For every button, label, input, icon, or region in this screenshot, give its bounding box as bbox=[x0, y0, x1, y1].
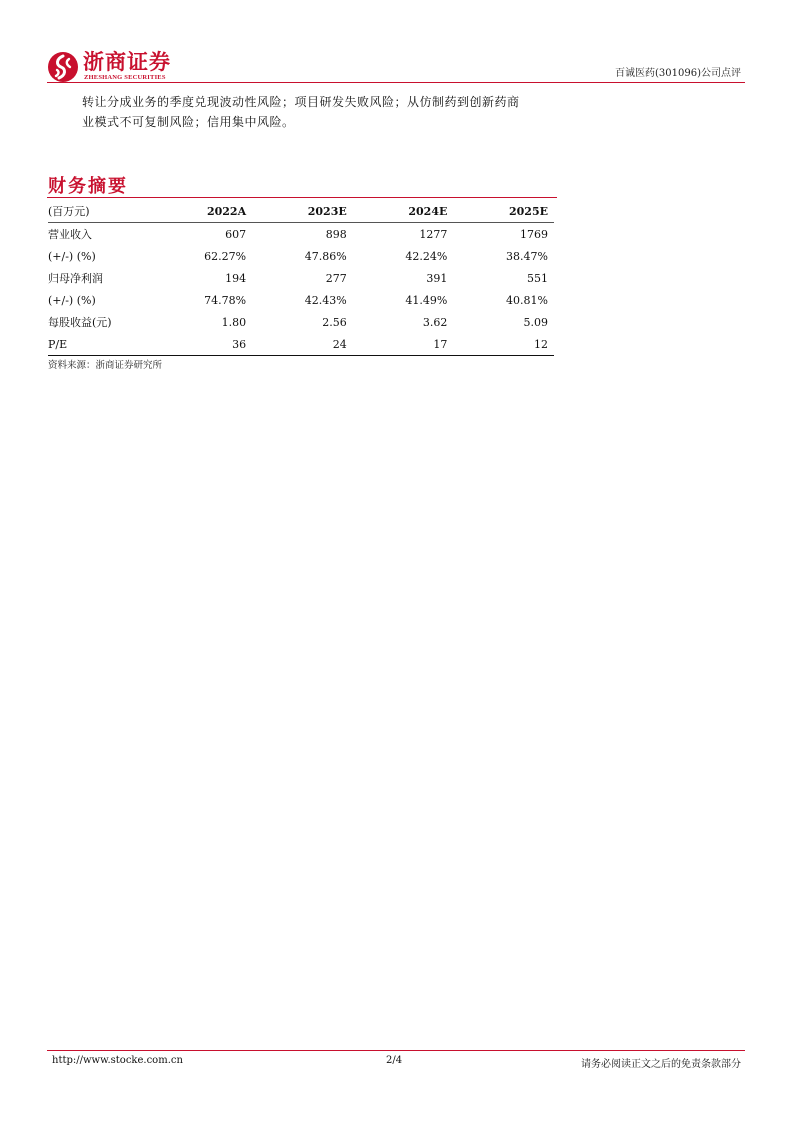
table-cell: 898 bbox=[325, 227, 347, 241]
table-cell: 5.09 bbox=[523, 315, 548, 329]
table-cell: 1769 bbox=[520, 227, 548, 241]
logo-name: 浙商证券 bbox=[83, 50, 171, 74]
risk-paragraph bbox=[82, 92, 562, 132]
table-row bbox=[48, 223, 554, 246]
section-title: 财务摘要 bbox=[48, 176, 128, 197]
table-cell: 47.86% bbox=[304, 249, 347, 263]
row-label: 每股收益(元) bbox=[48, 316, 112, 329]
footer-disclaimer: 请务必阅读正文之后的免责条款部分 bbox=[581, 1059, 741, 1070]
table-row bbox=[48, 267, 554, 289]
source-note: 资料来源：浙商证券研究所 bbox=[48, 360, 163, 371]
table-cell: 24 bbox=[252, 333, 353, 356]
section-divider bbox=[47, 197, 557, 198]
row-label: 营业收入 bbox=[48, 228, 92, 241]
risk-line: 业模式不可复制风险；信用集中风险。 bbox=[82, 115, 295, 129]
table-cell: 42.24% bbox=[405, 249, 448, 263]
header-divider bbox=[47, 82, 745, 83]
table-row bbox=[48, 245, 554, 267]
table-cell: 38.47% bbox=[506, 249, 548, 263]
table-cell: 74.78% bbox=[204, 293, 247, 307]
table-cell: 42.43% bbox=[304, 293, 347, 307]
table-cell: 391 bbox=[426, 271, 448, 285]
column-header: 2024E bbox=[353, 200, 454, 223]
column-header: 2023E bbox=[252, 200, 353, 223]
table-cell: 3.62 bbox=[422, 315, 448, 329]
table-cell: 607 bbox=[225, 227, 247, 241]
column-header: 2025E bbox=[453, 200, 554, 223]
table-cell: 40.81% bbox=[506, 293, 548, 307]
footer-divider bbox=[47, 1050, 745, 1051]
table-cell: 194 bbox=[225, 271, 247, 285]
row-label: (+/-) (%) bbox=[48, 249, 96, 263]
page-number: 2/4 bbox=[386, 1055, 403, 1066]
table-header-row bbox=[48, 200, 554, 223]
table-row bbox=[48, 289, 554, 311]
financial-summary-table bbox=[48, 200, 554, 356]
row-label: 归母净利润 bbox=[48, 272, 103, 285]
table-cell: 36 bbox=[151, 333, 252, 356]
column-header: (百万元) bbox=[48, 200, 151, 223]
table-cell: 551 bbox=[527, 271, 548, 285]
row-label: (+/-) (%) bbox=[48, 293, 96, 307]
row-label: P/E bbox=[48, 333, 151, 356]
table-cell: 17 bbox=[353, 333, 454, 356]
table-cell: 1.80 bbox=[221, 315, 247, 329]
column-header: 2022A bbox=[151, 200, 252, 223]
table-cell: 41.49% bbox=[405, 293, 448, 307]
table-cell: 1277 bbox=[419, 227, 448, 241]
table-cell: 62.27% bbox=[204, 249, 247, 263]
table-cell: 12 bbox=[453, 333, 554, 356]
logo-english-name: ZHESHANG SECURITIES bbox=[84, 74, 166, 81]
risk-line: 转让分成业务的季度兑现波动性风险；项目研发失败风险；从仿制药到创新药商 bbox=[82, 95, 520, 109]
table-row bbox=[48, 333, 554, 356]
footer-url-link[interactable]: http://www.stocke.com.cn bbox=[52, 1055, 183, 1066]
report-tag: 百诚医药(301096)公司点评 bbox=[615, 68, 741, 79]
table-row bbox=[48, 311, 554, 333]
company-logo bbox=[47, 50, 171, 84]
table-cell: 2.56 bbox=[322, 315, 347, 329]
zheshang-logo-icon bbox=[47, 51, 79, 83]
table-cell: 277 bbox=[325, 271, 347, 285]
